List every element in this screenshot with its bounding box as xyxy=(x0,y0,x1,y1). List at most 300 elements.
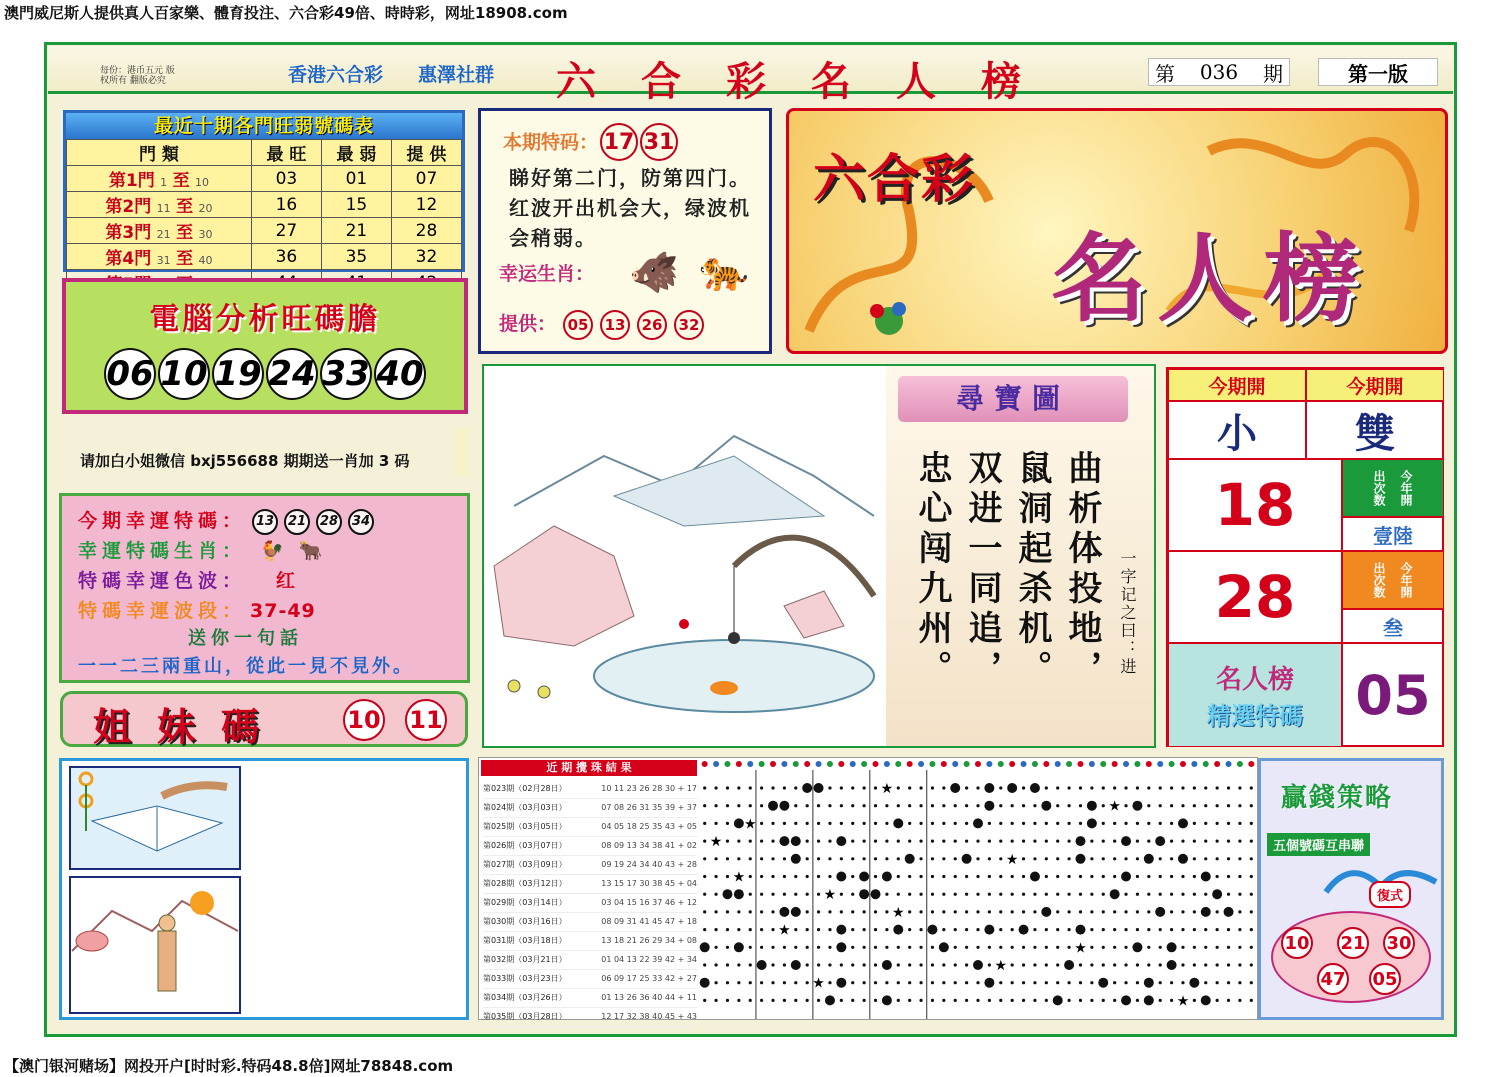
grid-dot xyxy=(919,981,922,984)
poem-column: 双进一同追， xyxy=(962,450,1002,690)
saying-title: 送你一句話 xyxy=(188,628,303,649)
grid-dot xyxy=(851,822,854,825)
drawn-dot xyxy=(1098,978,1108,988)
grid-dot xyxy=(1068,999,1071,1002)
drawn-dot xyxy=(700,942,710,952)
special-star: ★ xyxy=(880,781,894,797)
drawn-dot xyxy=(1155,907,1165,917)
grid-dot xyxy=(760,804,763,807)
grid-dot xyxy=(1216,928,1219,931)
column-ball-header xyxy=(907,761,913,767)
grid-dot xyxy=(1124,963,1127,966)
grid-dot xyxy=(1068,840,1071,843)
grid-dot xyxy=(1238,857,1241,860)
grid-dot xyxy=(1079,981,1082,984)
grid-dot xyxy=(976,804,979,807)
drawn-dot xyxy=(1041,801,1051,811)
grid-dot xyxy=(703,786,706,789)
edition-label: 第一版 xyxy=(1318,58,1438,86)
grid-dot xyxy=(817,822,820,825)
table-row xyxy=(67,166,462,192)
grid-dot xyxy=(760,875,763,878)
range-from: 21 xyxy=(156,228,171,241)
treasure-picture xyxy=(484,366,886,746)
grid-dot xyxy=(1011,840,1014,843)
strategy-title: 贏錢策略 xyxy=(1281,783,1394,813)
grid-dot xyxy=(1159,804,1162,807)
history-row-numbers: 04 05 18 25 35 43 + 05 xyxy=(601,822,697,831)
column-ball-header xyxy=(838,761,844,767)
grid-dot xyxy=(1033,893,1036,896)
grid-dot xyxy=(840,893,843,896)
grid-dot xyxy=(1181,910,1184,913)
column-ball-header xyxy=(1248,761,1254,767)
grid-dot xyxy=(714,804,717,807)
drawn-dot xyxy=(1201,995,1211,1005)
grid-dot xyxy=(908,822,911,825)
grid-dot xyxy=(817,804,820,807)
grid-dot xyxy=(1193,840,1196,843)
grid-dot xyxy=(965,999,968,1002)
grid-dot xyxy=(1250,840,1253,843)
grid-dot xyxy=(1227,946,1230,949)
drawn-dot xyxy=(962,854,972,864)
grid-dot xyxy=(1045,893,1048,896)
grid-dot xyxy=(726,928,729,931)
history-row-numbers: 03 04 15 16 37 46 + 12 xyxy=(601,898,697,907)
grid-dot xyxy=(942,875,945,878)
grid-dot xyxy=(806,946,809,949)
drawn-dot xyxy=(722,889,732,899)
history-row-label: 第023期（02月28日） xyxy=(483,784,567,793)
grid-dot xyxy=(1238,893,1241,896)
tiger-icon: 🐅 xyxy=(699,248,749,294)
grid-dot xyxy=(1022,822,1025,825)
grid-dot xyxy=(874,999,877,1002)
hot-cold-table-panel xyxy=(63,110,465,272)
drawn-dot xyxy=(882,960,892,970)
grid-dot xyxy=(897,804,900,807)
grid-dot xyxy=(942,981,945,984)
drawn-number: 28 xyxy=(1168,551,1342,643)
grid-dot xyxy=(703,928,706,931)
drawn-dot xyxy=(973,818,983,828)
grid-dot xyxy=(737,981,740,984)
strategy-number: 21 xyxy=(1337,927,1369,959)
grid-dot xyxy=(931,840,934,843)
grid-dot xyxy=(1193,822,1196,825)
drawn-dot xyxy=(950,783,960,793)
count-value: 叁 xyxy=(1342,609,1444,643)
offer-cell: 07 xyxy=(391,166,461,192)
grid-dot xyxy=(1250,786,1253,789)
grid-dot xyxy=(783,893,786,896)
grid-dot xyxy=(1216,804,1219,807)
grid-dot xyxy=(874,928,877,931)
special-star: ★ xyxy=(743,816,757,833)
grid-dot xyxy=(771,822,774,825)
grid-dot xyxy=(1124,804,1127,807)
grid-dot xyxy=(1147,822,1150,825)
history-row xyxy=(483,875,697,894)
issue-prefix: 第 xyxy=(1155,61,1175,86)
table-row xyxy=(67,244,462,270)
grid-dot xyxy=(737,928,740,931)
lucky-color-value: 红 xyxy=(276,570,301,592)
grid-dot xyxy=(1079,893,1082,896)
grid-dot xyxy=(1033,999,1036,1002)
offer-label: 提供： xyxy=(499,313,557,335)
drawn-dot xyxy=(939,942,949,952)
column-ball-header xyxy=(1180,761,1186,767)
history-row xyxy=(483,970,697,989)
drawn-dot xyxy=(791,836,801,846)
grid-dot xyxy=(1250,981,1253,984)
drawn-dot xyxy=(1030,872,1040,882)
famous-subtitle: 精選特碼 xyxy=(1207,702,1303,730)
grid-dot xyxy=(999,857,1002,860)
grid-dot xyxy=(1136,786,1139,789)
column-ball-header xyxy=(804,761,810,767)
drawn-dot xyxy=(1087,818,1097,828)
grid-dot xyxy=(1193,875,1196,878)
grid-dot xyxy=(714,893,717,896)
drawn-dot xyxy=(791,960,801,970)
lucky-range-value: 37-49 xyxy=(250,600,316,622)
history-row-numbers: 13 18 21 26 29 34 + 08 xyxy=(601,936,697,945)
count-tag-a: 出次数 xyxy=(1372,562,1386,598)
grid-dot xyxy=(828,910,831,913)
drawn-dot xyxy=(1132,801,1142,811)
grid-dot xyxy=(1056,963,1059,966)
grid-dot xyxy=(1056,804,1059,807)
grid-dot xyxy=(851,804,854,807)
grid-dot xyxy=(942,928,945,931)
special-star: ★ xyxy=(1176,993,1190,1010)
grid-dot xyxy=(1022,840,1025,843)
grid-dot xyxy=(1170,857,1173,860)
grid-dot xyxy=(1090,840,1093,843)
grid-dot xyxy=(954,981,957,984)
grid-dot xyxy=(1102,804,1105,807)
drawn-dot xyxy=(973,960,983,970)
grid-dot xyxy=(1056,857,1059,860)
count-tag-b: 今年開 xyxy=(1399,562,1413,598)
grid-dot xyxy=(863,928,866,931)
grid-dot xyxy=(1147,928,1150,931)
cold-cell: 35 xyxy=(321,244,391,270)
grid-dot xyxy=(828,875,831,878)
grid-dot xyxy=(714,981,717,984)
grid-dot xyxy=(908,910,911,913)
ox-icon: 🐂 xyxy=(298,540,328,562)
grid-dot xyxy=(817,840,820,843)
grid-dot xyxy=(817,910,820,913)
grid-dot xyxy=(1170,804,1173,807)
grid-dot xyxy=(749,840,752,843)
lucky-special-label: 今期幸運特碼： xyxy=(78,510,247,532)
drawn-dot xyxy=(791,907,801,917)
grid-dot xyxy=(1124,786,1127,789)
grid-dot xyxy=(1090,981,1093,984)
grid-dot xyxy=(1181,946,1184,949)
bottom-advert: 【澳门银河赌场】网投开户[时时彩.特码48.8倍]网址78848.com xyxy=(4,1057,454,1075)
range-to: 30 xyxy=(198,228,213,241)
grid-dot xyxy=(783,981,786,984)
grid-dot xyxy=(749,857,752,860)
lucky-row-2 xyxy=(78,536,327,563)
grid-dot xyxy=(1011,875,1014,878)
grid-dot xyxy=(1079,786,1082,789)
range-to-label: 至 xyxy=(176,223,194,243)
grid-dot xyxy=(794,928,797,931)
grid-dot xyxy=(976,928,979,931)
column-ball-header xyxy=(1123,761,1129,767)
drawn-dot xyxy=(757,960,767,970)
grid-dot xyxy=(714,999,717,1002)
grid-dot xyxy=(714,910,717,913)
grid-dot xyxy=(1113,999,1116,1002)
grid-dot xyxy=(874,963,877,966)
grid-dot xyxy=(1227,822,1230,825)
column-ball-header xyxy=(861,761,867,767)
count-value: 壹陸 xyxy=(1342,517,1444,551)
range-to: 20 xyxy=(198,202,213,215)
grid-dot xyxy=(749,875,752,878)
grid-dot xyxy=(1113,981,1116,984)
sister-title: 姐妹碼 xyxy=(93,705,286,749)
grid-dot xyxy=(1227,981,1230,984)
grid-dot xyxy=(806,910,809,913)
grid-dot xyxy=(794,875,797,878)
grid-dot xyxy=(851,893,854,896)
grid-dot xyxy=(1124,928,1127,931)
drawn-dot xyxy=(1121,995,1131,1005)
grid-dot xyxy=(760,893,763,896)
copyright-note: 每份：港币五元 版权所有 翻版必究 xyxy=(100,66,175,86)
column-ball-header xyxy=(713,761,719,767)
grid-dot xyxy=(919,857,922,860)
grid-dot xyxy=(1250,822,1253,825)
gate-label: 第1門 xyxy=(108,171,155,191)
grid-dot xyxy=(703,840,706,843)
drawn-dot xyxy=(893,818,903,828)
grid-dot xyxy=(1068,786,1071,789)
special-star: ★ xyxy=(732,869,746,886)
grid-dot xyxy=(976,981,979,984)
drawn-dot xyxy=(1178,854,1188,864)
drawn-dot xyxy=(1064,960,1074,970)
grid-dot xyxy=(1102,875,1105,878)
column-ball-header xyxy=(781,761,787,767)
grid-dot xyxy=(760,857,763,860)
column-ball-header xyxy=(895,761,901,767)
grid-dot xyxy=(1068,928,1071,931)
grid-dot xyxy=(794,786,797,789)
grid-dot xyxy=(908,875,911,878)
grid-dot xyxy=(1102,786,1105,789)
special-star: ★ xyxy=(1005,851,1019,868)
grid-dot xyxy=(1011,946,1014,949)
grid-dot xyxy=(1216,999,1219,1002)
grid-dot xyxy=(988,875,991,878)
grid-dot xyxy=(1022,857,1025,860)
grid-dot xyxy=(885,946,888,949)
grid-dot xyxy=(851,857,854,860)
cold-cell: 21 xyxy=(321,218,391,244)
grid-dot xyxy=(1238,840,1241,843)
community-label: 惠澤社群 xyxy=(418,64,495,86)
grid-dot xyxy=(806,857,809,860)
grid-dot xyxy=(828,963,831,966)
hot-cell: 03 xyxy=(251,166,321,192)
grid-dot xyxy=(1068,822,1071,825)
number-ball: 19 xyxy=(212,348,264,400)
grid-dot xyxy=(908,786,911,789)
drawn-dot xyxy=(1144,995,1154,1005)
grid-dot xyxy=(771,981,774,984)
grid-dot xyxy=(1238,875,1241,878)
special-star: ★ xyxy=(1074,940,1087,957)
drawn-dot xyxy=(836,925,846,935)
grid-dot xyxy=(1022,910,1025,913)
drawn-dot xyxy=(1019,925,1029,935)
column-ball-header xyxy=(964,761,970,767)
grid-dot xyxy=(783,946,786,949)
grid-dot xyxy=(1045,928,1048,931)
grid-dot xyxy=(1181,928,1184,931)
grid-dot xyxy=(771,840,774,843)
grid-dot xyxy=(737,910,740,913)
history-row xyxy=(483,799,697,818)
history-row xyxy=(483,951,697,970)
grid-dot xyxy=(1250,875,1253,878)
grid-dot xyxy=(1033,981,1036,984)
grid-dot xyxy=(1090,910,1093,913)
grid-dot xyxy=(954,999,957,1002)
grid-dot xyxy=(1045,786,1048,789)
grid-dot xyxy=(806,822,809,825)
count-tag-a: 出次数 xyxy=(1372,470,1386,506)
column-ball-header xyxy=(1237,761,1243,767)
drawn-dot xyxy=(1075,854,1085,864)
grid-dot xyxy=(760,910,763,913)
saying-text: 一一二三兩重山，從此一見不見外。 xyxy=(78,656,414,677)
column-ball-header xyxy=(998,761,1004,767)
grid-dot xyxy=(840,857,843,860)
grid-dot xyxy=(999,893,1002,896)
grid-dot xyxy=(999,840,1002,843)
analysis-numbers xyxy=(66,348,464,400)
column-ball-header xyxy=(1089,761,1095,767)
grid-dot xyxy=(1204,804,1207,807)
grid-dot xyxy=(1056,981,1059,984)
grid-dot xyxy=(1216,875,1219,878)
grid-dot xyxy=(851,963,854,966)
grid-dot xyxy=(885,893,888,896)
grid-dot xyxy=(1056,786,1059,789)
special-tip: 睇好第二门，防第四门。红波开出机会大，绿波机会稍弱。 xyxy=(509,166,751,250)
famous-box xyxy=(1168,643,1342,747)
lucky-number: 13 xyxy=(252,509,278,535)
history-row-label: 第027期（03月09日） xyxy=(483,860,567,869)
count-tag-b: 今年開 xyxy=(1399,470,1413,506)
drawn-dot xyxy=(984,783,994,793)
grid-dot xyxy=(874,822,877,825)
column-ball-header xyxy=(1157,761,1163,767)
grid-dot xyxy=(714,857,717,860)
grid-dot xyxy=(794,981,797,984)
grid-dot xyxy=(1113,857,1116,860)
grid-dot xyxy=(908,963,911,966)
grid-dot xyxy=(828,840,831,843)
grid-dot xyxy=(1045,946,1048,949)
grid-dot xyxy=(737,963,740,966)
grid-dot xyxy=(771,946,774,949)
grid-dot xyxy=(1124,946,1127,949)
drawn-dot xyxy=(1053,995,1063,1005)
special-star: ★ xyxy=(778,922,791,939)
grid-dot xyxy=(703,875,706,878)
column-ball-header xyxy=(1055,761,1061,767)
grid-dot xyxy=(1193,928,1196,931)
history-row xyxy=(483,856,697,875)
table-row xyxy=(67,218,462,244)
grid-dot xyxy=(999,946,1002,949)
grid-dot xyxy=(1159,857,1162,860)
grid-dot xyxy=(919,910,922,913)
grid-dot xyxy=(1102,893,1105,896)
grid-dot xyxy=(794,822,797,825)
grid-dot xyxy=(806,928,809,931)
grid-dot xyxy=(703,963,706,966)
poem-columns xyxy=(912,450,1102,690)
offer-cell: 12 xyxy=(391,192,461,218)
page-title: 六合彩名人榜 xyxy=(556,58,1066,105)
range-from: 11 xyxy=(156,202,171,215)
special-star: ★ xyxy=(1108,798,1121,815)
grid-dot xyxy=(1113,910,1116,913)
hot-cold-title: 最近十期各門旺弱號碼表 xyxy=(66,113,462,139)
range-to-label: 至 xyxy=(176,249,194,269)
grid-dot xyxy=(863,910,866,913)
column-ball-header xyxy=(1043,761,1049,767)
drawn-dot xyxy=(734,889,744,899)
grid-dot xyxy=(976,840,979,843)
grid-dot xyxy=(1250,928,1253,931)
grid-dot xyxy=(988,910,991,913)
grid-dot xyxy=(1216,963,1219,966)
grid-dot xyxy=(919,893,922,896)
offer-number: 13 xyxy=(600,310,630,340)
grid-dot xyxy=(1045,999,1048,1002)
grid-dot xyxy=(1204,857,1207,860)
column-ball-header xyxy=(1146,761,1152,767)
grid-dot xyxy=(794,999,797,1002)
drawn-dot xyxy=(836,836,846,846)
column-ball-header xyxy=(759,761,765,767)
grid-dot xyxy=(703,822,706,825)
count-tag xyxy=(1342,551,1444,609)
grid-dot xyxy=(783,875,786,878)
grid-dot xyxy=(1159,893,1162,896)
grid-dot xyxy=(1159,822,1162,825)
strategy-row-1 xyxy=(1281,927,1415,959)
grid-dot xyxy=(1181,981,1184,984)
offer-row xyxy=(499,309,704,340)
grid-dot xyxy=(1011,981,1014,984)
grid-dot xyxy=(908,840,911,843)
